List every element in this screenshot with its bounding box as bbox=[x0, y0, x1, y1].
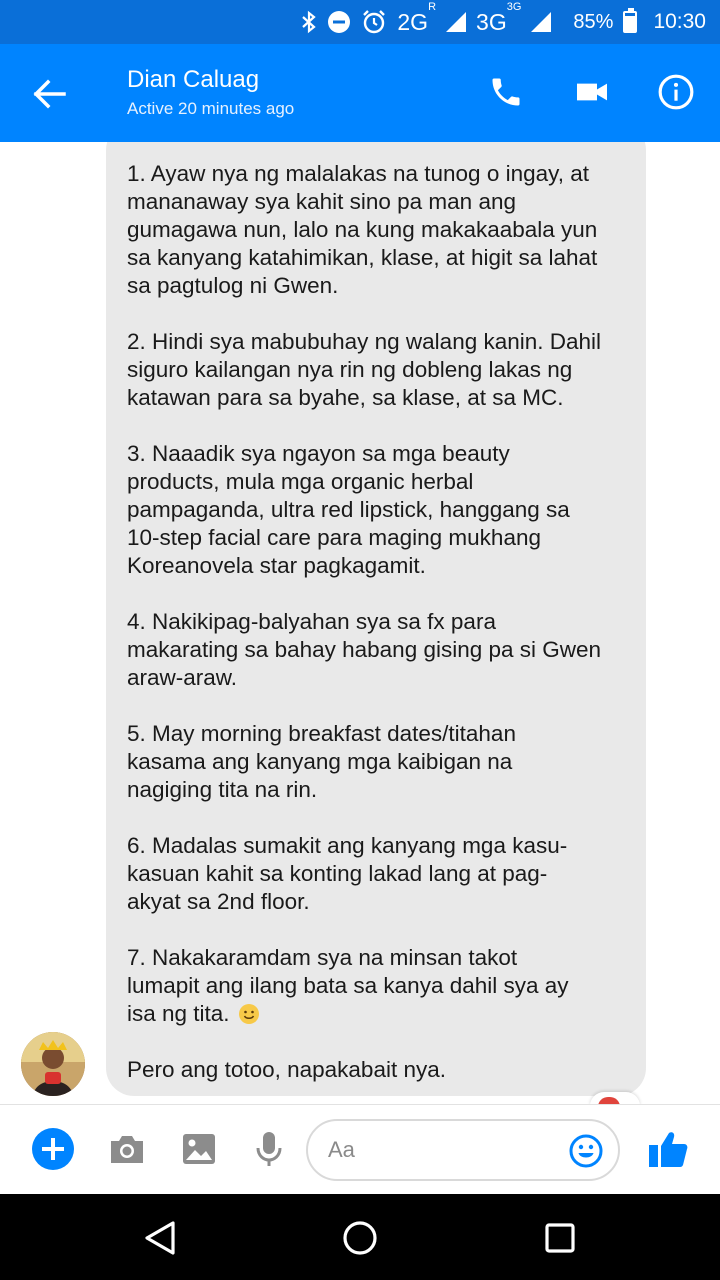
image-icon[interactable] bbox=[177, 1127, 221, 1171]
clock: 10:30 bbox=[653, 10, 706, 33]
message-line: akyat sa 2nd floor. bbox=[127, 889, 310, 914]
home-circle-icon[interactable] bbox=[338, 1216, 382, 1260]
message-line: kasama ang kanyang mga kaibigan na bbox=[127, 749, 513, 774]
message-line: 7. Nakakaramdam sya na minsan takot bbox=[127, 945, 518, 970]
thumbs-up-icon[interactable] bbox=[646, 1127, 690, 1171]
recents-square-icon[interactable] bbox=[538, 1216, 582, 1260]
message-line: 4. Nakikipag-balyahan sya sa fx para bbox=[127, 609, 496, 634]
composer-bar bbox=[0, 1104, 720, 1194]
status-bar bbox=[0, 0, 720, 44]
message-line: gumagawa nun, lalo na kung makakaabala yun bbox=[127, 217, 598, 242]
message-paragraph bbox=[127, 720, 627, 804]
message-line: sa kanyang katahimikan, klase, at higit sa lahat bbox=[127, 245, 598, 270]
system-navigation-bar bbox=[0, 1194, 720, 1280]
message-line: 3. Naaadik sya ngayon sa mga beauty bbox=[127, 441, 510, 466]
status-icons bbox=[301, 0, 706, 44]
do-not-disturb-icon bbox=[327, 10, 351, 34]
message-paragraph bbox=[127, 832, 627, 916]
network-3g: $3G^{3G}$ bbox=[476, 0, 522, 35]
message-line: makarating sa bahay habang gising pa si Gwen bbox=[127, 637, 602, 662]
microphone-icon[interactable] bbox=[247, 1127, 291, 1171]
message-input-placeholder: Aa bbox=[328, 1137, 355, 1162]
video-camera-icon[interactable] bbox=[572, 72, 612, 112]
avatar[interactable] bbox=[21, 1032, 85, 1096]
back-triangle-icon[interactable] bbox=[138, 1216, 182, 1260]
message-line: katawan para sa byahe, sa klase, at sa MC. bbox=[127, 385, 564, 410]
message-line: lumapit ang ilang bata sa kanya dahil sya ay bbox=[127, 973, 569, 998]
battery-icon bbox=[623, 11, 637, 33]
message-line: Pero ang totoo, napakabait nya. bbox=[127, 1057, 446, 1082]
network-2g: $2G^R$ bbox=[397, 0, 437, 35]
message-line: araw-araw. bbox=[127, 665, 238, 690]
message-paragraph bbox=[127, 328, 627, 412]
message-line: pampaganda, ultra red lipstick, hanggang sa bbox=[127, 497, 570, 522]
message-input[interactable] bbox=[306, 1119, 620, 1181]
back-arrow-icon[interactable] bbox=[30, 74, 70, 114]
message-line: products, mula mga organic herbal bbox=[127, 469, 474, 494]
message-line: isa ng tita. bbox=[127, 1000, 627, 1028]
alarm-icon bbox=[361, 9, 387, 35]
message-line: 5. May morning breakfast dates/titahan bbox=[127, 721, 516, 746]
heart-reaction-icon bbox=[598, 1097, 620, 1104]
emoji-icon[interactable] bbox=[568, 1133, 604, 1174]
message-line: 1. Ayaw nya ng malalakas na tunog o ingay, at bbox=[127, 161, 589, 186]
signal-icon bbox=[531, 12, 551, 32]
message-paragraph bbox=[127, 160, 627, 300]
phone-icon[interactable] bbox=[486, 72, 526, 112]
message-paragraph bbox=[127, 944, 627, 1028]
contact-name[interactable]: Dian Caluag bbox=[127, 66, 260, 93]
message-thread[interactable] bbox=[0, 142, 720, 1104]
camera-icon[interactable] bbox=[105, 1127, 149, 1171]
signal-icon bbox=[446, 12, 466, 32]
message-line: mananaway sya kahit sino pa man ang bbox=[127, 189, 516, 214]
battery-percent: 85% bbox=[573, 10, 614, 33]
message-line: sa pagtulog ni Gwen. bbox=[127, 273, 339, 298]
message-line: 2. Hindi sya mabubuhay ng walang kanin. Dahil bbox=[127, 329, 602, 354]
message-line: kasuan kahit sa konting lakad lang at pag- bbox=[127, 861, 548, 886]
message-line: nagiging tita na rin. bbox=[127, 777, 318, 802]
message-paragraph bbox=[127, 608, 627, 692]
smile-emoji-icon bbox=[230, 1001, 260, 1026]
message-line: siguro kailangan nya rin ng dobleng lakas ng bbox=[127, 357, 573, 382]
bluetooth-icon bbox=[301, 10, 317, 34]
presence-status: Active 20 minutes ago bbox=[127, 99, 295, 118]
reaction-badge[interactable] bbox=[590, 1092, 640, 1104]
message-line: 10-step facial care para maging mukhang bbox=[127, 525, 541, 550]
message-paragraph bbox=[127, 1056, 627, 1084]
message-paragraph bbox=[127, 440, 627, 580]
info-icon[interactable] bbox=[656, 72, 696, 112]
plus-icon[interactable] bbox=[31, 1127, 75, 1171]
conversation-header bbox=[0, 44, 720, 142]
message-line: 6. Madalas sumakit ang kanyang mga kasu- bbox=[127, 833, 568, 858]
message-line: Koreanovela star pagkagamit. bbox=[127, 553, 426, 578]
